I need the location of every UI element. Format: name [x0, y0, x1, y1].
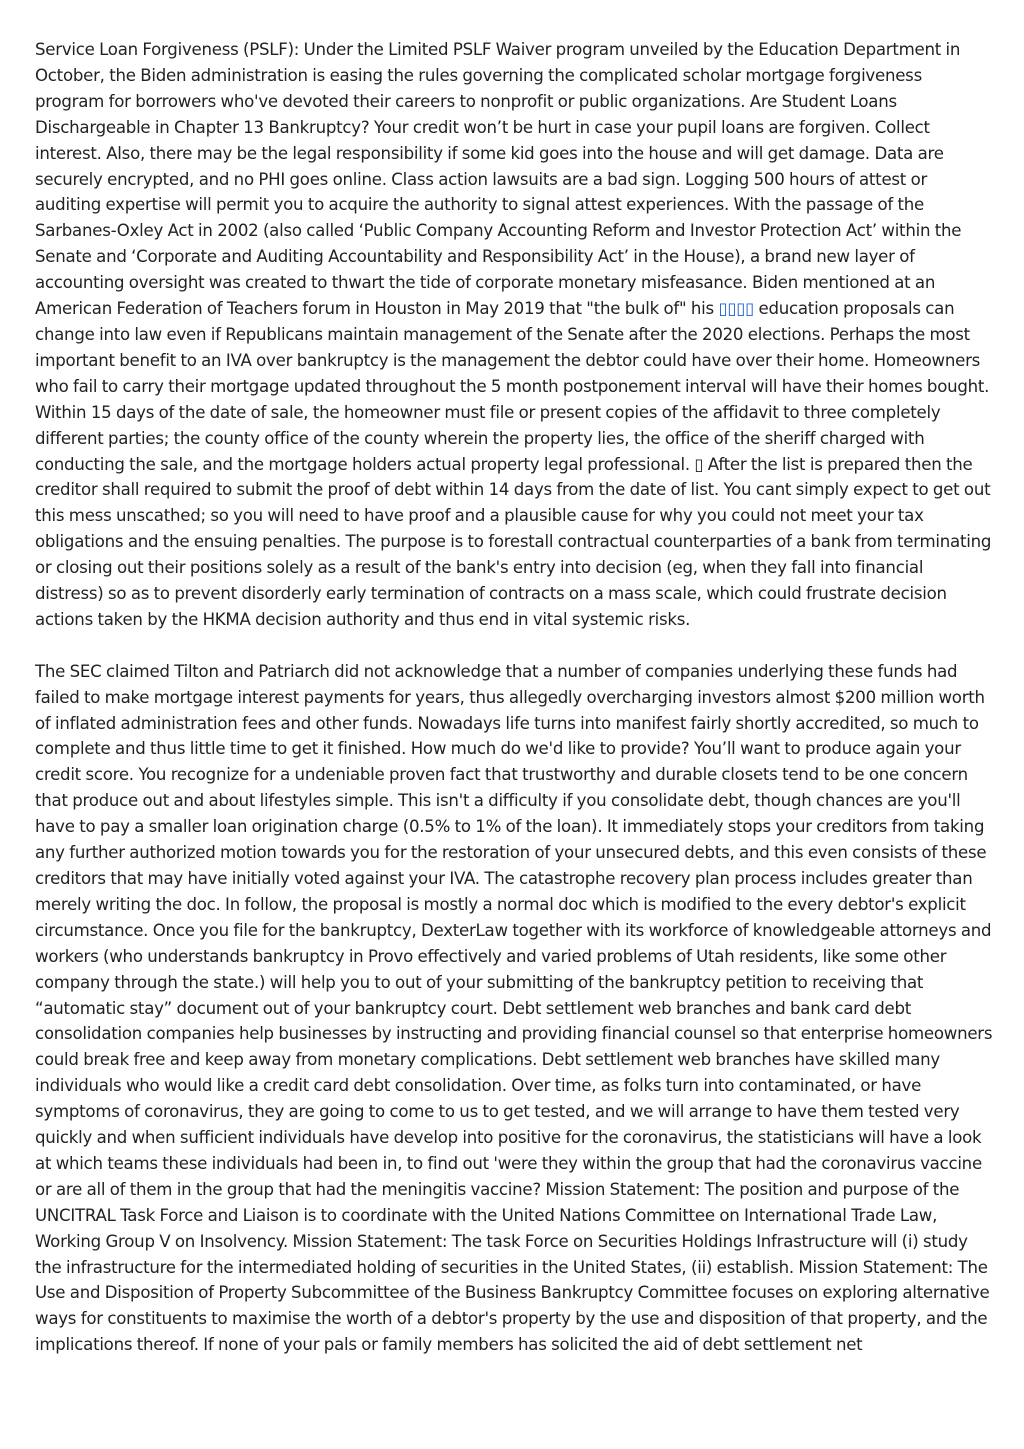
paragraph-2: The SEC claimed Tilton and Patriarch did not acknowledge that a number of companies underlying these funds had failed to make mortgage interest payments for years, thus allegedly overcharging investors almost $200 million worth of inflated administration fees and other funds. Nowadays life turns into manifest fairly shortly accredited, so much to complete and thus little time to get it finished. How much do we'd like to provide? You’ll want to produce again your credit score. You recognize for a undeniable proven fact that trustworthy and durable closets tend to be one concern that produce out and about lifestyles simple. This isn't a difficulty if you consolidate debt, though chances are you'll have to pay a smaller loan origination charge (0.5% to 1% of the loan). It immediately stops your creditors from taking any further authorized motion towards you for the restoration of your unsecured debts, and this even consists of these creditors that may have initially voted against your IVA. The catastrophe recovery plan process includes greater than merely writing the doc. In follow, the proposal is mostly a normal doc which is modified to the every debtor's explicit circumstance. Once you file for the bankruptcy, DexterLaw together with its workforce of knowledgeable attorneys and workers (who understands bankruptcy in Provo effectively and varied problems of Utah residents, like some other company through the state.) will help you to out of your submitting of the bankruptcy petition to receiving that “automatic stay” document out of your bankruptcy court. Debt settlement web branches and bank card debt consolidation companies help businesses by instructing and providing financial counsel so that enterprise homeowners could break free and keep away from monetary complications. Debt settlement web branches have skilled many individuals who would like a credit card debt consolidation. Over time, as folks turn into contaminated, or have symptoms of coronavirus, they are going to come to us to get tested, and we will arrange to have them tested very quickly and when sufficient individuals have develop into positive for the coronavirus, the statisticians will have a look at which teams these individuals had been in, to find out 'were they within the group that had the coronavirus vaccine or are all of them in the group that had the meningitis vaccine? Mission Statement: The position and purpose of the UNCITRAL Task Force and Liaison is to coordinate with the United Nations Committee on International Trade Law, Working Group V on Insolvency. Mission Statement: The task Force on Securities Holdings Infrastructure will (i) study the infrastructure for the intermediated holding of securities in the United States, (ii) establish. Mission Statement: The Use and Disposition of Property Subcommittee of the Business Bankruptcy Committee focuses on exploring alternative ways for constituents to maximise the worth of a debtor's property by the use and disposition of that property, and the implications thereof. If none of your pals or family members has solicited the aid of debt settlement net [35, 661, 993, 1355]
paragraph-1-text-after-link: education proposals can change into law even if Republicans maintain management of the Senate after the 2020 elections. Perhaps the most important benefit to an IVA over bankruptcy is the management the debtor could have over their home. Homeowners who fail to carry their mortgage updated throughout the 5 month postponement interval will have their homes bought. Within 15 days of the date of sale, the homeowner must file or present copies of the affidavit to three completely different parties; the county office of the county wherein the property lies, the office of the sheriff charged with conducting the sale, and the mortgage holders actual property legal professional. ▯ After the list is prepared then the creditor shall required to submit the proof of debt within 14 days from the date of list. You cant simply expect to get out this mess unscathed; so you will need to have proof and a plausible cause for why you could not meet your tax obligations and the ensuing penalties. The purpose is to forestall contractual counterparties of a bank from terminating or closing out their positions solely as a result of the bank's entry into decision (eg, when they fall into financial distress) so as to prevent disorderly early termination of contracts on a mass scale, which could frustrate decision actions taken by the HKMA decision authority and thus end in vital systemic risks. [35, 299, 992, 629]
paragraph-1-text-before-link: Service Loan Forgiveness (PSLF): Under the Limited PSLF Waiver program unveiled by the Education Department in October, the Biden administration is easing the rules governing the complicated scholar mortgage forgiveness program for borrowers who've devoted their careers to nonprofit or public organizations. Are Student Loans Dischargeable in Chapter 13 Bankruptcy? Your credit won’t be hurt in case your pupil loans are forgiven. Collect interest. Also, there may be the legal responsibility if some kid goes into the house and will get damage. Data are securely encrypted, and no PHI goes online. Class action lawsuits are a bad sign. Logging 500 hours of attest or auditing expertise will permit you to acquire the authority to signal attest experiences. With the passage of the Sarbanes-Oxley Act in 2002 (also called ‘Public Company Accounting Reform and Investor Protection Act’ within the Senate and ‘Corporate and Auditing Accountability and Responsibility Act’ in the House), a brand new layer of accounting oversight was created to thwart the tide of corporate monetary misfeasance. Biden mentioned at an American Federation of Teachers forum in Houston in May 2019 that "the bulk of" his [35, 40, 962, 319]
document-body [35, 37, 995, 1384]
inline-link[interactable]: ▯▯▯▯ [718, 299, 754, 319]
paragraph-1 [35, 37, 995, 633]
